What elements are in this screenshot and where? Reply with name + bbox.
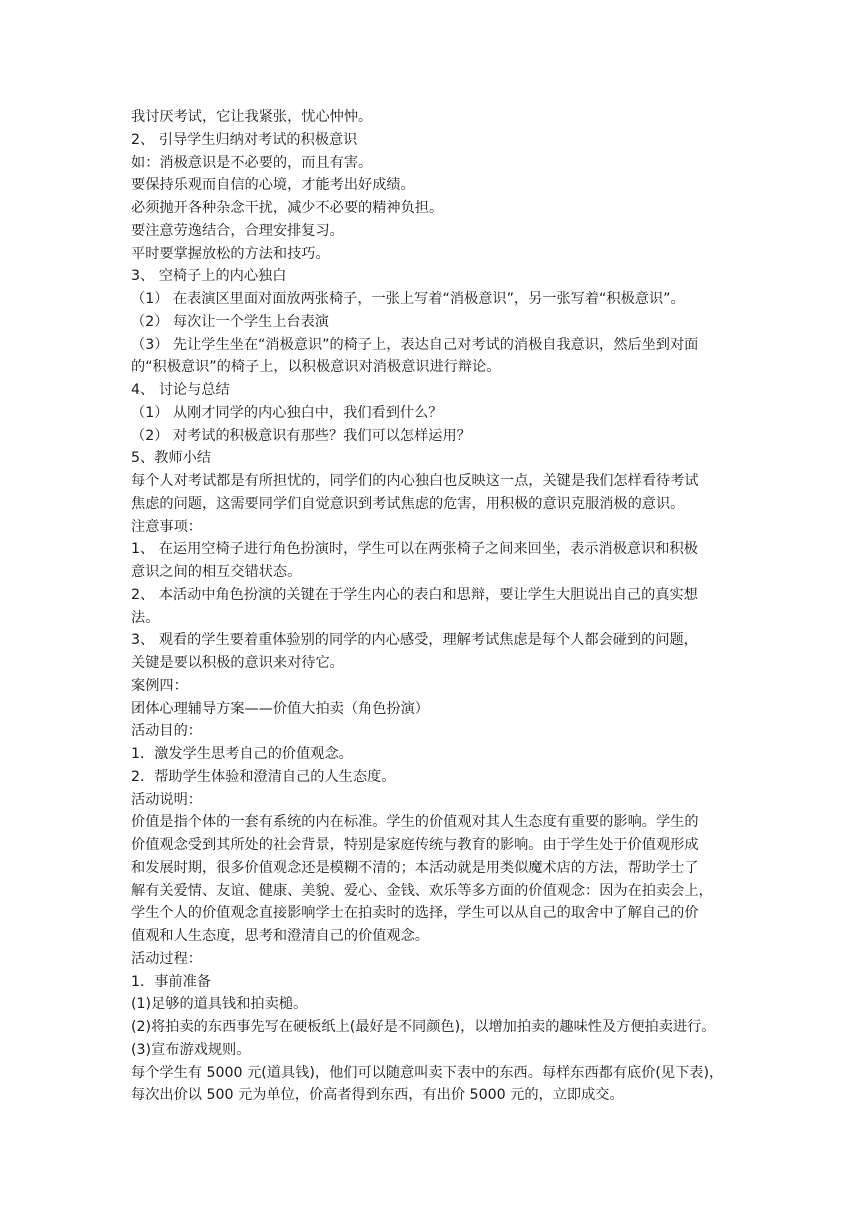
section-heading: 5、教师小结 (131, 450, 211, 467)
list-item: （2） 每次让一个学生上台表演 (131, 313, 329, 330)
text-line: 解有关爱情、友谊、健康、美貌、爱心、金钱、欢乐等多方面的价值观念：因为在拍卖会上， (131, 882, 713, 899)
text-line: 我讨厌考试，它让我紧张，忧心忡忡。 (131, 109, 373, 125)
text-line: 必须抛开各种杂念干扰，减少不必要的精神负担。 (131, 200, 444, 216)
list-item: （1） 从刚才同学的内心独白中，我们看到什么？ (131, 404, 443, 421)
section-heading: 案例四： (131, 677, 188, 694)
text-line: 法。 (131, 609, 160, 626)
list-item: 1．激发学生思考自己的价值观念。 (131, 746, 353, 762)
text-line: 关键是要以积极的意识来对待它。 (131, 655, 344, 671)
list-item: 1、 在运用空椅子进行角色扮演时，学生可以在两张椅子之间来回坐，表示消极意识和积极 (131, 541, 698, 558)
list-item: 2．帮助学生体验和澄清自己的人生态度。 (131, 768, 396, 785)
list-item: 3、 观看的学生要着重体验别的同学的内心感受，理解考试焦虑是每个人都会碰到的问题， (131, 632, 698, 649)
section-heading: 2、 引导学生归纳对考试的积极意识 (131, 131, 358, 148)
section-heading: 活动目的： (131, 723, 202, 740)
text-line: 焦虑的问题，这需要同学们自觉意识到考试焦虑的危害，用积极的意识克服消极的意识。 (131, 495, 685, 512)
list-item: (1)足够的道具钱和拍卖槌。 (131, 996, 308, 1013)
text-line: 意识之间的相互交错状态。 (131, 564, 302, 580)
text-line: 平时要掌握放松的方法和技巧。 (131, 245, 330, 262)
text-line: 价值是指个体的一套有系统的内在标准。学生的价值观对其人生态度有重要的影响。学生的 (131, 814, 699, 831)
text-line: 值观和人生态度，思考和澄清自己的价值观念。 (131, 928, 429, 944)
section-heading: 活动过程： (131, 950, 202, 967)
section-heading: 团体心理辅导方案——价值大拍卖（角色扮演） (131, 700, 429, 717)
text-line: 价值观念受到其所处的社会背景，特别是家庭传统与教育的影响。由于学生处于价值观形成 (131, 837, 699, 853)
section-heading: 4、 讨论与总结 (131, 382, 230, 398)
text-line: 和发展时期，很多价值观念还是模糊不清的；本活动就是用类似魔术店的方法，帮助学士了 (131, 859, 699, 876)
text-line: 学生个人的价值观念直接影响学士在拍卖时的选择，学生可以从自己的取舍中了解自己的价 (131, 905, 699, 922)
document-body (131, 106, 743, 1107)
list-item: 2、 本活动中角色扮演的关键在于学生内心的表白和思辩，要让学生大胆说出自己的真实想 (131, 586, 698, 603)
list-item: (2)将拍卖的东西事先写在硬板纸上(最好是不同颜色)，以增加拍卖的趣味性及方便拍卖进行。 (131, 1019, 716, 1035)
text-line: 要保持乐观而自信的心境，才能考出好成绩。 (131, 177, 415, 194)
list-item: （2） 对考试的积极意识有那些？我们可以怎样运用？ (131, 427, 471, 444)
text-line: 每次出价以 500 元为单位，价高者得到东西，有出价 5000 元的，立即成交。 (131, 1087, 624, 1104)
section-heading: 活动说明： (131, 791, 202, 808)
section-heading: 注意事项： (131, 518, 202, 535)
list-item: (3)宣布游戏规则。 (131, 1041, 251, 1058)
text-line: 每个学生有 5000 元(道具钱)，他们可以随意叫卖下表中的东西。每样东西都有底价(见下表)， (131, 1064, 724, 1081)
text-line: 每个人对考试都是有所担忧的，同学们的内心独白也反映这一点，关键是我们怎样看待考试 (131, 473, 699, 489)
list-item: （3） 先让学生坐在“消极意识”的椅子上，表达自己对考试的消极自我意识，然后坐到对面 (131, 336, 699, 353)
list-item: （1） 在表演区里面对面放两张椅子，一张上写着“消极意识”，另一张写着“积极意识”。 (131, 291, 685, 307)
text-line: 要注意劳逸结合，合理安排复习。 (131, 222, 344, 239)
section-heading: 3、 空椅子上的内心独白 (131, 268, 287, 285)
text-line: 如：消极意识是不必要的，而且有害。 (131, 154, 373, 171)
list-item: 1．事前准备 (131, 973, 211, 990)
text-line: 的“积极意识”的椅子上，以积极意识对消极意识进行辩论。 (131, 359, 501, 376)
